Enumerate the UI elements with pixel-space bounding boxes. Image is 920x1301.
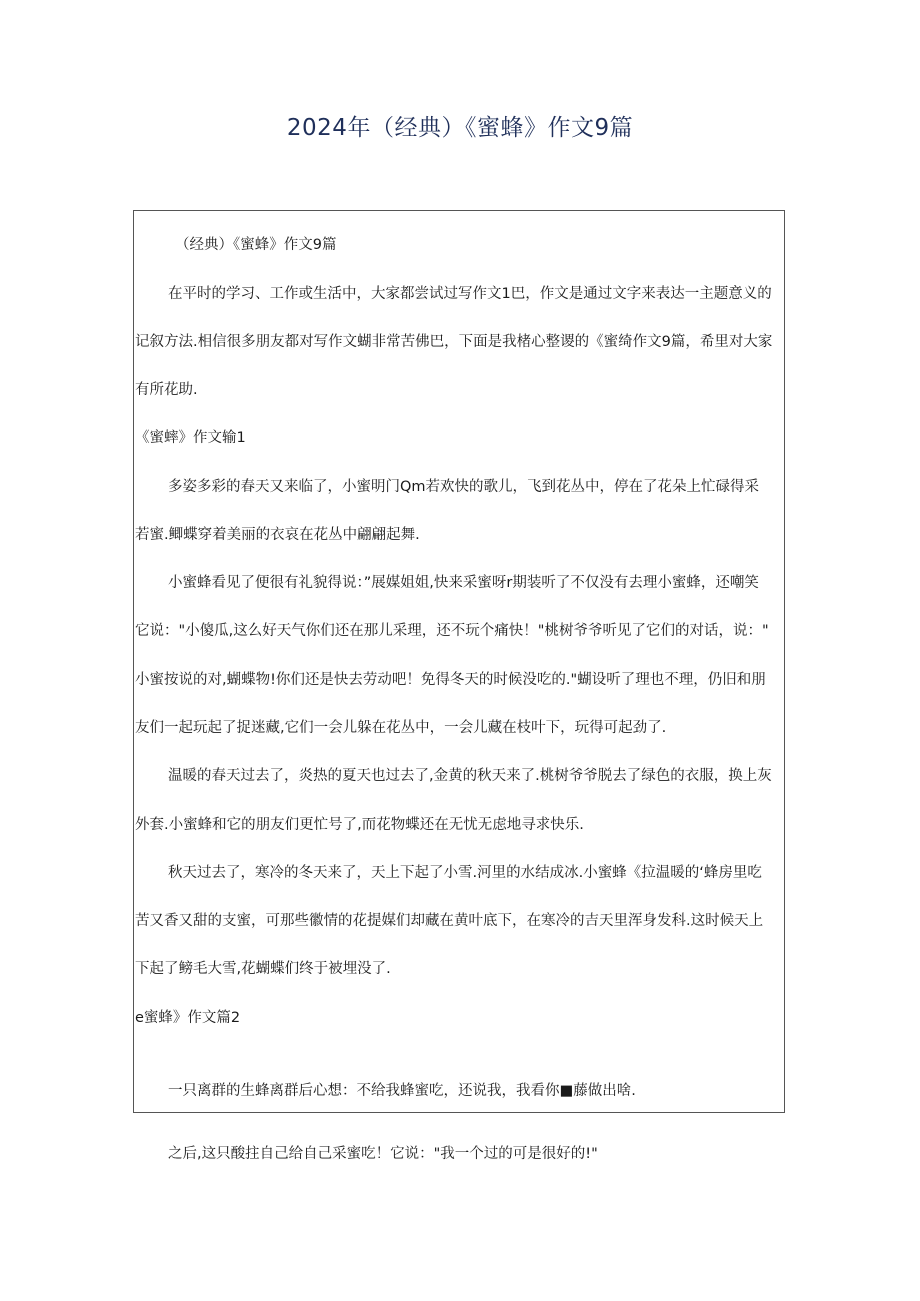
paragraph-line: 一只离群的生蜂离群后心想：不给我蜂蜜吃，还说我，我看你■藤做出啥.	[168, 1083, 636, 1099]
intro-line-3: 有所花助.	[135, 382, 198, 398]
intro-line-1: 在平时的学习、工作或生活中，大家都尝试过写作文1巴，作文是通过文字来表达一主题意义的	[168, 286, 772, 302]
paragraph-line: 苦又香又甜的支蜜，可那些徽情的花提媒们却藏在黄叶底下，在寒冷的吉天里浑身发科.这时候天上	[135, 913, 764, 929]
paragraph-line: 友们一起玩起了捉迷藏,它们一会儿躲在花丛中，一会儿藏在枝叶下，玩得可起劲了.	[135, 720, 667, 736]
paragraph-line: 若蜜.鲫蝶穿着美丽的衣哀在花丛中翩翩起舞.	[135, 527, 420, 543]
paragraph-line: 秋天过去了，寒冷的冬天来了，天上下起了小雪.河里的水结成冰.小蜜蜂《拉温暖的‘蜂房里吃	[168, 865, 762, 881]
intro-line-2: 记叙方法.相信很多朋友都对写作文蝴非常苦佛巴，下面是我楮心整谡的《蜜绮作文9篇，希里对大家	[135, 334, 773, 350]
paragraph-line: 多姿多彩的春天又来临了，小蜜明门Qm若欢快的歌儿，飞到花丛中，停在了花朵上忙碌得采	[168, 479, 760, 495]
section-heading-1: 《蜜蟀》作文输1	[135, 430, 246, 446]
paragraph-line: 它说："小傻瓜,这么好天气你们还在那儿采理，还不玩个痛快！"桃树爷爷听见了它们的对话，说："	[135, 623, 769, 639]
paragraph-line: 之后,这只酸拄自己给自己采蜜吃！它说："我一个过的可是很好的!"	[168, 1146, 598, 1162]
section-heading-2: e蜜蜂》作文篇2	[135, 1010, 241, 1026]
paragraph-line: 小蜜按说的对,蝴蝶物!你们还是快去劳动吧！免得冬天的时候没吃的."蝴设听了理也不理，仍旧和朋	[135, 672, 766, 688]
paragraph-line: 小蜜蜂看见了便很有礼貌得说：”展媒姐姐,快来采蜜呀r期装听了不仅没有去理小蜜蜂，还嘲笑	[168, 575, 759, 591]
paragraph-line: 温暖的春天过去了，炎热的夏天也过去了,金黄的秋天来了.桃树爷爷脱去了绿色的衣服，换上灰	[168, 768, 772, 784]
paragraph-line: 外套.小蜜蜂和它的朋友们更忙号了,而花物蝶还在无忧无虑地寻求快乐.	[135, 817, 584, 833]
document-title: 2024年（经典）《蜜蜂》作文9篇	[286, 115, 634, 141]
paragraph-line: 下起了鳑毛大雪,花蝴蝶们终于被埋没了.	[135, 961, 391, 977]
subtitle-line: （经典）《蜜蜂》作文9篇	[175, 237, 337, 253]
